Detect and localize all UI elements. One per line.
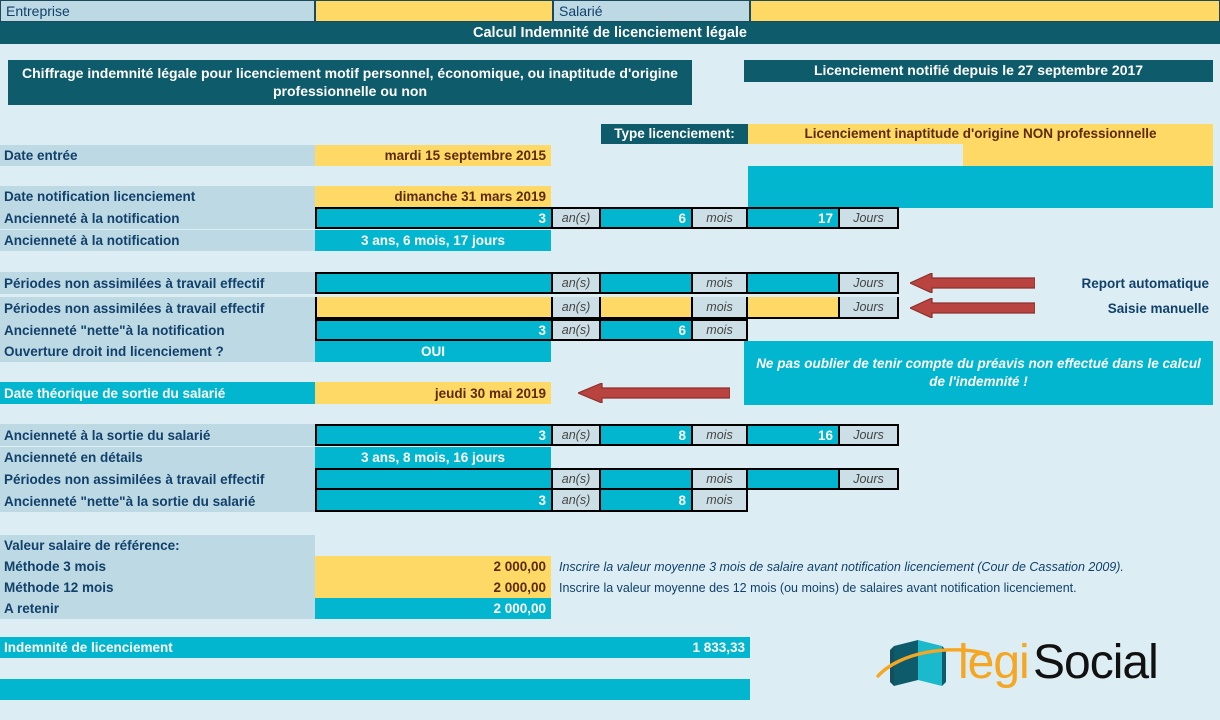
non-assimilated-auto-label-text: Périodes non assimilées à travail effectif — [4, 275, 265, 291]
unit-years-5-text: an(s) — [561, 428, 591, 442]
salary-method3-input[interactable] — [315, 556, 551, 577]
non-assimilated-auto-days — [748, 272, 840, 294]
logo-text-legi: legi — [958, 636, 1029, 689]
unit-years-3-text: an(s) — [561, 300, 591, 314]
unit-years-1-text: an(s) — [561, 211, 591, 225]
salary-method12-input[interactable] — [315, 577, 551, 598]
unit-months-5-text: mois — [706, 428, 733, 442]
notification-date-input[interactable] — [315, 186, 551, 207]
unit-years-1 — [553, 207, 601, 229]
notice-warning — [744, 341, 1213, 405]
result-label: Indemnité de licenciement — [4, 640, 173, 655]
unit-days-1 — [840, 207, 899, 229]
employee-label-cell — [553, 0, 750, 22]
non-assimilated-manual-label — [0, 297, 315, 319]
non-assimilated-manual-label-text: Périodes non assimilées à travail effectif — [4, 300, 265, 316]
company-label: Entreprise — [6, 3, 70, 19]
auto-report-arrow-icon — [910, 273, 1035, 293]
unit-months-3-text: mois — [706, 300, 733, 314]
unit-years-6 — [553, 468, 601, 490]
notification-date-value: dimanche 31 mars 2019 — [394, 189, 546, 204]
non-assimilated-exit-years — [315, 468, 553, 490]
dismissal-type-cyan-block — [748, 166, 1213, 208]
entitlement-value-cell — [315, 341, 551, 362]
non-assimilated-manual-years[interactable] — [315, 297, 553, 319]
non-assimilated-auto-years — [315, 272, 553, 294]
unit-years-7 — [553, 490, 601, 512]
seniority-notification-detail-value-cell — [315, 230, 551, 251]
unit-months-2 — [693, 272, 748, 294]
net-seniority-exit-label-text: Ancienneté "nette"à la sortie du salarié — [4, 493, 256, 509]
entitlement-label-text: Ouverture droit ind licenciement ? — [4, 344, 224, 359]
page-title-text: Calcul Indemnité de licenciement légale — [473, 24, 747, 41]
theoretical-exit-date-value: jeudi 30 mai 2019 — [434, 385, 546, 401]
non-assimilated-exit-label-text: Périodes non assimilées à travail effectif — [4, 471, 265, 487]
seniority-notification-months — [601, 207, 693, 229]
unit-months-4-text: mois — [706, 323, 733, 337]
seniority-notification-months-value: 6 — [678, 210, 686, 226]
seniority-exit-days-value: 16 — [817, 427, 833, 443]
non-assimilated-auto-months — [601, 272, 693, 294]
page-title — [0, 22, 1220, 44]
net-seniority-exit-years — [315, 490, 553, 512]
company-input[interactable] — [315, 0, 553, 22]
unit-months-3 — [693, 297, 748, 319]
unit-years-7-text: an(s) — [561, 493, 591, 507]
non-assimilated-exit-label — [0, 468, 315, 490]
unit-days-3 — [840, 297, 899, 319]
salary-method3-label — [0, 556, 315, 577]
scope-banner-text: Chiffrage indemnité légale pour licenciement motif personnel, économique, ou inaptitude d'origine professionnelle ou non — [22, 65, 678, 99]
scope-banner — [8, 60, 692, 105]
salary-retained-label-text: A retenir — [4, 601, 60, 616]
seniority-notification-label-text: Ancienneté à la notification — [4, 210, 180, 226]
net-seniority-exit-months — [601, 490, 693, 512]
notification-period-text: Licenciement notifié depuis le 27 septembre 2017 — [813, 62, 1144, 79]
auto-report-hint-text: Report automatique — [1081, 275, 1209, 291]
unit-months-6 — [693, 468, 748, 490]
dismissal-type-fill — [963, 144, 1213, 166]
salary-method12-hint-text: Inscrire la valeur moyenne des 12 mois (ou moins) de salaires avant notification licenciement. — [559, 580, 1077, 595]
logo-text-social: Social — [1033, 636, 1158, 689]
salary-method12-label — [0, 577, 315, 598]
non-assimilated-exit-months — [601, 468, 693, 490]
unit-days-5 — [840, 424, 899, 446]
net-seniority-exit-years-value: 3 — [538, 492, 546, 508]
employee-label: Salarié — [559, 3, 603, 19]
seniority-notification-days-value: 17 — [817, 210, 833, 226]
net-seniority-notification-months — [601, 319, 693, 341]
theoretical-exit-arrow-icon — [578, 383, 730, 403]
theoretical-exit-date-label — [0, 382, 315, 404]
unit-years-2-text: an(s) — [561, 276, 591, 290]
seniority-exit-months — [601, 424, 693, 446]
salary-retained-value: 2 000,00 — [493, 601, 546, 616]
unit-months-1-text: mois — [706, 211, 733, 225]
unit-years-5 — [553, 424, 601, 446]
unit-days-6 — [840, 468, 899, 490]
seniority-notification-detail-label — [0, 230, 315, 251]
seniority-notification-label — [0, 207, 315, 229]
entry-date-value: mardi 15 septembre 2015 — [384, 148, 546, 163]
manual-entry-hint-text: Saisie manuelle — [1107, 300, 1209, 316]
salary-section-label-text: Valeur salaire de référence: — [4, 538, 180, 553]
notice-warning-text: Ne pas oublier de tenir compte du préavis non effectué dans le calcul de l'indemnité ! — [756, 355, 1201, 389]
non-assimilated-exit-days — [748, 468, 840, 490]
net-seniority-notification-months-value: 6 — [678, 322, 686, 338]
salary-method3-value: 2 000,00 — [493, 559, 546, 574]
seniority-notification-days — [748, 207, 840, 229]
net-seniority-notification-years — [315, 319, 553, 341]
net-seniority-notification-label-text: Ancienneté "nette"à la notification — [4, 322, 225, 338]
net-seniority-notification-years-value: 3 — [538, 322, 546, 338]
unit-years-3 — [553, 297, 601, 319]
theoretical-exit-date-value-cell — [315, 382, 551, 404]
salary-retained-label — [0, 598, 315, 619]
net-seniority-exit-months-value: 8 — [678, 492, 686, 508]
non-assimilated-auto-label — [0, 272, 315, 294]
salary-method12-value: 2 000,00 — [493, 580, 546, 595]
unit-years-4-text: an(s) — [561, 323, 591, 337]
notification-date-label — [0, 186, 315, 207]
company-label-cell — [0, 0, 315, 22]
unit-days-1-text: Jours — [853, 211, 884, 225]
unit-days-3-text: Jours — [853, 300, 884, 314]
unit-months-7 — [693, 490, 748, 512]
seniority-exit-detail-label — [0, 447, 315, 468]
entry-date-label-text: Date entrée — [4, 148, 78, 163]
unit-months-4 — [693, 319, 748, 341]
non-assimilated-manual-months[interactable] — [601, 297, 693, 319]
salary-method12-hint — [555, 577, 1220, 598]
employee-input[interactable] — [750, 0, 1220, 22]
seniority-notification-detail-label-text: Ancienneté à la notification — [4, 233, 180, 248]
dismissal-type-label-text: Type licenciement: — [614, 125, 735, 141]
seniority-exit-detail-label-text: Ancienneté en détails — [4, 450, 143, 465]
result-spacer-bar — [0, 679, 750, 700]
entitlement-label — [0, 341, 315, 362]
theoretical-exit-date-label-text: Date théorique de sortie du salarié — [4, 385, 226, 401]
manual-entry-hint — [1040, 297, 1215, 319]
unit-months-7-text: mois — [706, 493, 733, 507]
unit-days-6-text: Jours — [853, 472, 884, 486]
unit-days-2-text: Jours — [853, 276, 884, 290]
seniority-exit-label-text: Ancienneté à la sortie du salarié — [4, 427, 211, 443]
unit-years-4 — [553, 319, 601, 341]
entry-date-label — [0, 145, 315, 166]
salary-method3-hint-text: Inscrire la valeur moyenne 3 mois de salaire avant notification licenciement (Cour de Cassation 2009). — [559, 559, 1124, 574]
salary-section-label — [0, 535, 315, 556]
unit-months-2-text: mois — [706, 276, 733, 290]
unit-days-2 — [840, 272, 899, 294]
entitlement-value: OUI — [420, 344, 445, 359]
seniority-exit-months-value: 8 — [678, 427, 686, 443]
seniority-notification-years — [315, 207, 553, 229]
notification-period-banner — [744, 60, 1213, 82]
salary-method12-label-text: Méthode 12 mois — [4, 580, 114, 595]
unit-days-5-text: Jours — [853, 428, 884, 442]
result-value: 1 833,33 — [692, 640, 745, 655]
non-assimilated-manual-days[interactable] — [748, 297, 840, 319]
unit-years-6-text: an(s) — [561, 472, 591, 486]
seniority-exit-detail-value: 3 ans, 8 mois, 16 jours — [360, 450, 506, 465]
seniority-exit-days — [748, 424, 840, 446]
salary-retained-value-cell — [315, 598, 551, 619]
seniority-exit-detail-value-cell — [315, 447, 551, 468]
seniority-notification-detail-value: 3 ans, 6 mois, 17 jours — [360, 233, 506, 248]
result-row — [0, 637, 750, 658]
dismissal-type-select[interactable] — [748, 124, 1213, 144]
seniority-exit-years — [315, 424, 553, 446]
salary-method3-hint — [555, 556, 1220, 577]
notification-date-label-text: Date notification licenciement — [4, 189, 196, 204]
seniority-exit-label — [0, 424, 315, 446]
unit-months-6-text: mois — [706, 472, 733, 486]
dismissal-type-value: Licenciement inaptitude d'origine NON professionnelle — [804, 125, 1157, 141]
unit-months-1 — [693, 207, 748, 229]
entry-date-input[interactable] — [315, 145, 551, 166]
seniority-exit-years-value: 3 — [538, 427, 546, 443]
salary-method3-label-text: Méthode 3 mois — [4, 559, 107, 574]
net-seniority-notification-label — [0, 319, 315, 341]
net-seniority-exit-label — [0, 490, 315, 512]
legisocial-logo — [870, 632, 1158, 694]
seniority-notification-years-value: 3 — [538, 210, 546, 226]
dismissal-type-label — [601, 124, 748, 144]
auto-report-hint — [1040, 272, 1215, 294]
manual-entry-arrow-icon — [910, 298, 1035, 318]
unit-months-5 — [693, 424, 748, 446]
unit-years-2 — [553, 272, 601, 294]
